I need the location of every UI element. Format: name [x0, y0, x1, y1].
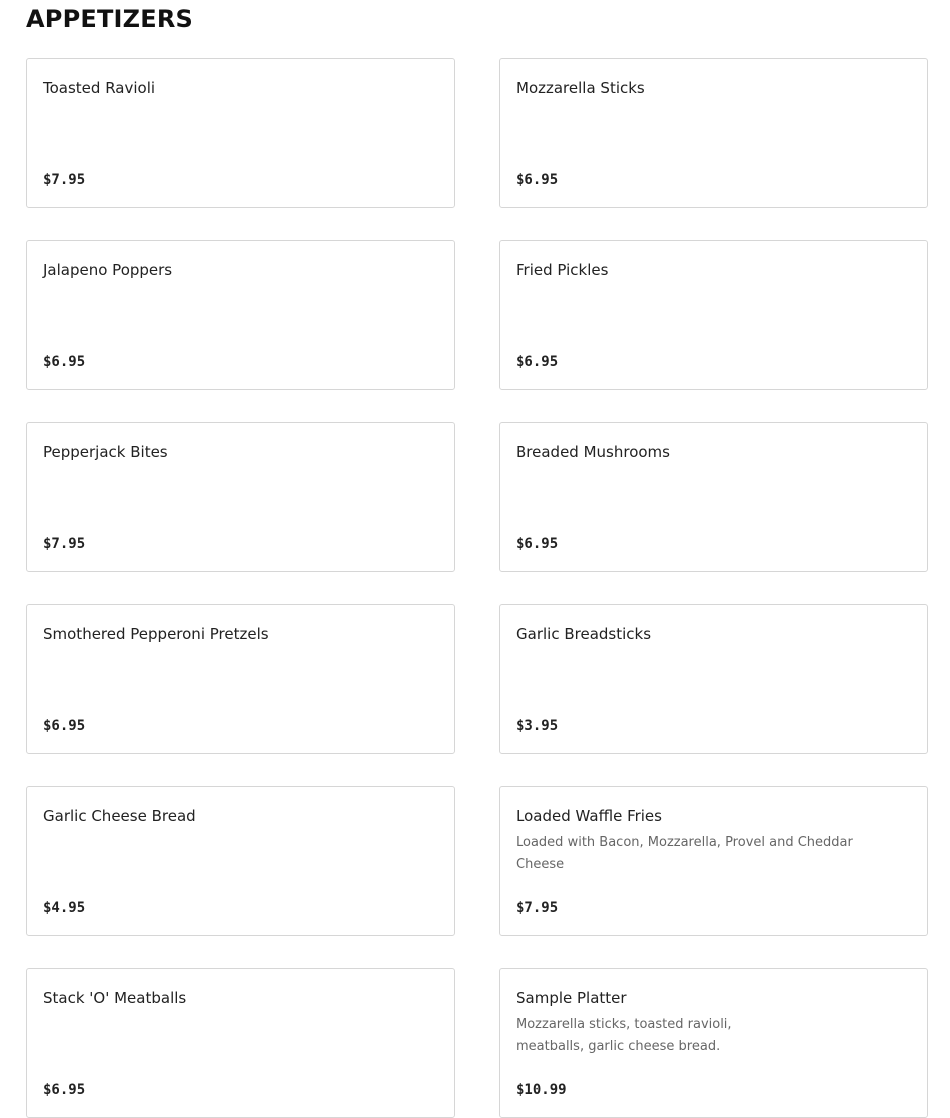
menu-item-card[interactable] — [499, 786, 928, 936]
menu-item-card[interactable] — [499, 422, 928, 572]
menu-item-name: Stack 'O' Meatballs — [43, 989, 187, 1007]
menu-item-price: $3.95 — [516, 718, 559, 734]
menu-item-card[interactable] — [26, 786, 455, 936]
menu-item-price: $6.95 — [516, 172, 559, 188]
menu-item-card[interactable] — [26, 422, 455, 572]
menu-item-name: Loaded Waffle Fries — [516, 807, 662, 825]
menu-items-grid — [26, 58, 928, 1118]
menu-item-description: Loaded with Bacon, Mozzarella, Provel and Cheddar Cheese — [516, 835, 853, 872]
menu-item-price: $4.95 — [43, 900, 86, 916]
menu-item-description: Mozzarella sticks, toasted ravioli, meatballs, garlic cheese bread. — [516, 1017, 732, 1054]
menu-item-price: $10.99 — [516, 1082, 567, 1098]
menu-item-price: $6.95 — [516, 354, 559, 370]
menu-item-price: $6.95 — [43, 354, 86, 370]
menu-item-name: Fried Pickles — [516, 261, 609, 279]
menu-item-name: Garlic Cheese Bread — [43, 807, 196, 825]
menu-item-card[interactable] — [499, 604, 928, 754]
menu-item-price: $6.95 — [516, 536, 559, 552]
menu-item-card[interactable] — [26, 240, 455, 390]
menu-item-name: Toasted Ravioli — [43, 79, 156, 97]
menu-item-card[interactable] — [26, 604, 455, 754]
menu-item-price: $6.95 — [43, 718, 86, 734]
menu-item-name: Smothered Pepperoni Pretzels — [43, 625, 269, 643]
menu-item-name: Mozzarella Sticks — [516, 79, 645, 97]
section-title: APPETIZERS — [26, 5, 194, 33]
menu-item-name: Pepperjack Bites — [43, 443, 168, 461]
menu-item-card[interactable] — [499, 240, 928, 390]
menu-item-card[interactable] — [499, 58, 928, 208]
menu-item-price: $6.95 — [43, 1082, 86, 1098]
menu-item-name: Jalapeno Poppers — [43, 261, 173, 279]
menu-item-price: $7.95 — [43, 172, 86, 188]
menu-item-price: $7.95 — [43, 536, 86, 552]
menu-item-name: Sample Platter — [516, 989, 627, 1007]
menu-item-card[interactable] — [26, 58, 455, 208]
menu-item-name: Breaded Mushrooms — [516, 443, 670, 461]
menu-item-name: Garlic Breadsticks — [516, 625, 652, 643]
menu-item-price: $7.95 — [516, 900, 559, 916]
